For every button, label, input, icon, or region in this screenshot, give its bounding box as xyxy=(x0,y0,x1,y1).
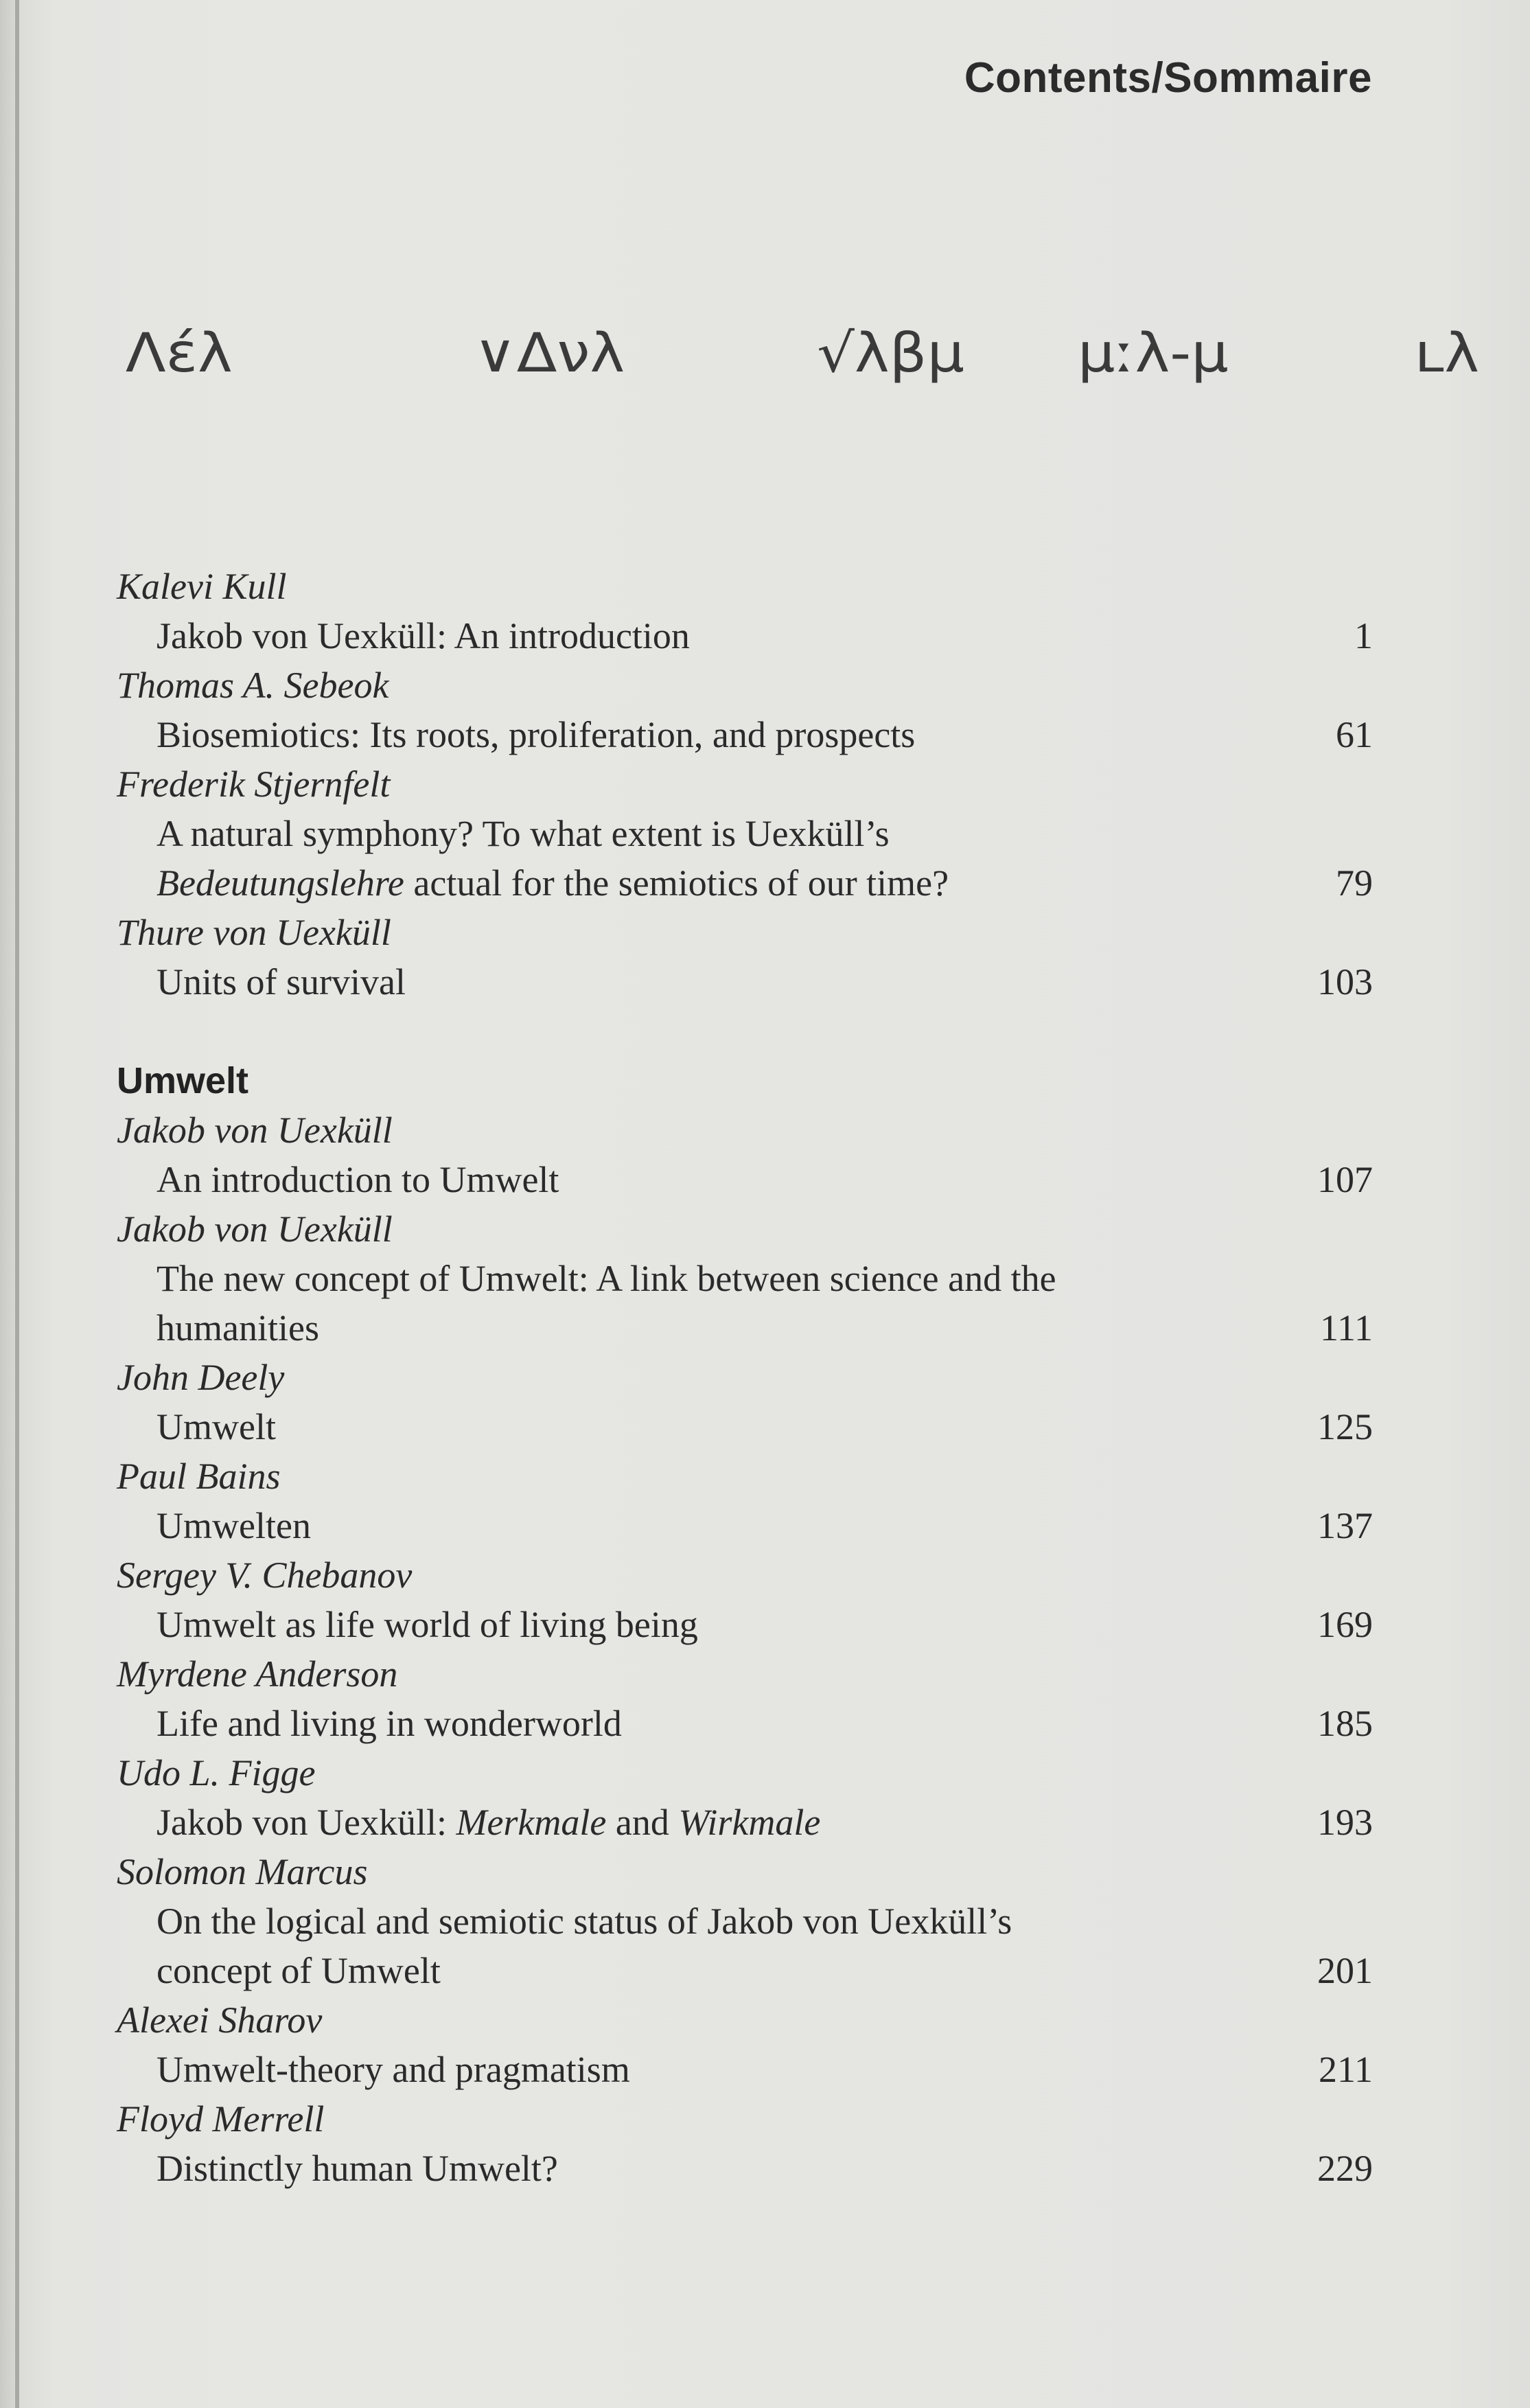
entry-page-number: 229 xyxy=(1317,2148,1373,2189)
handwritten-mark-1: Ʌέλ xyxy=(125,323,233,385)
entry-title: Umwelt as life world of living being xyxy=(157,1604,698,1645)
entry-title-rest: actual for the semiotics of our time? xyxy=(404,862,949,904)
entry-page-number: 185 xyxy=(1317,1703,1373,1744)
entry-title-row xyxy=(117,809,1373,908)
entry-title: Units of survival xyxy=(157,961,406,1002)
entry-author: Sergey V. Chebanov xyxy=(117,1555,413,1596)
entry-author: Udo L. Figge xyxy=(117,1752,316,1793)
entry-title-row xyxy=(117,1501,1373,1550)
entry-title-line-2: concept of Umwelt xyxy=(157,1950,441,1991)
entry-page-number: 1 xyxy=(1354,615,1373,656)
entry-page-number: 79 xyxy=(1336,862,1373,904)
entry-title-row xyxy=(117,2045,1373,2094)
entry-title-row xyxy=(117,1600,1373,1649)
entry-title-line-1: The new concept of Umwelt: A link between science and the xyxy=(157,1258,1056,1299)
toc-entry xyxy=(117,1847,1373,1995)
entry-title-mid: and xyxy=(606,1802,679,1843)
entry-author: Thure von Uexküll xyxy=(117,912,391,953)
entry-title-row xyxy=(117,2144,1373,2193)
entry-author: Floyd Merrell xyxy=(117,2098,325,2140)
entry-author: Kalevi Kull xyxy=(117,566,287,607)
handwritten-mark-3: √λβμ xyxy=(817,323,965,385)
entry-page-number: 125 xyxy=(1317,1406,1373,1447)
toc-entry xyxy=(117,1995,1373,2094)
entry-page-number: 111 xyxy=(1320,1307,1373,1349)
entry-title: Life and living in wonderworld xyxy=(157,1703,622,1744)
toc-entry xyxy=(117,1452,1373,1550)
entry-title: Umwelten xyxy=(157,1505,311,1546)
handwritten-mark-2: ∨Δνλ xyxy=(473,323,625,385)
entry-title xyxy=(157,1798,1194,1847)
entry-title-row xyxy=(117,1402,1373,1452)
entry-author: Myrdene Anderson xyxy=(117,1653,398,1695)
entry-title: An introduction to Umwelt xyxy=(157,1159,559,1200)
entry-page-number: 107 xyxy=(1317,1159,1373,1200)
entry-author: Jakob von Uexküll xyxy=(117,1208,393,1250)
entry-title: Distinctly human Umwelt? xyxy=(157,2148,558,2189)
entry-title: Umwelt-theory and pragmatism xyxy=(157,2049,630,2090)
entry-page-number: 137 xyxy=(1317,1505,1373,1546)
contents-heading: Contents/Sommaire xyxy=(964,54,1372,102)
toc-entry xyxy=(117,1353,1373,1452)
entry-author: Thomas A. Sebeok xyxy=(117,665,389,706)
toc-entry xyxy=(117,1649,1373,1748)
toc-entry xyxy=(117,1105,1373,1204)
entry-title-pre: Jakob von Uexküll: xyxy=(157,1802,456,1843)
entry-author: Paul Bains xyxy=(117,1456,281,1497)
entry-title-italic-1: Merkmale xyxy=(456,1802,607,1843)
entry-title-row xyxy=(117,1699,1373,1748)
entry-title-line-2: humanities xyxy=(157,1307,319,1349)
entry-page-number: 211 xyxy=(1319,2049,1373,2090)
table-of-contents xyxy=(117,562,1373,2193)
entry-title-italic-2: Wirkmale xyxy=(678,1802,821,1843)
toc-entry xyxy=(117,759,1373,908)
entry-title-line-2 xyxy=(157,858,1194,908)
entry-title-row xyxy=(117,611,1373,661)
entry-title-italic: Bedeutungslehre xyxy=(157,862,404,904)
entry-title-row xyxy=(117,1155,1373,1204)
entry-title-row xyxy=(117,1798,1373,1847)
entry-title: Biosemiotics: Its roots, proliferation, and prospects xyxy=(157,714,916,755)
entry-title-row xyxy=(117,710,1373,759)
entry-author: Jakob von Uexküll xyxy=(117,1110,393,1151)
entry-page-number: 201 xyxy=(1317,1950,1373,1991)
entry-title-line-1: On the logical and semiotic status of Jakob von Uexküll’s xyxy=(157,1901,1012,1942)
handwritten-marks xyxy=(0,323,1530,419)
entry-author: Frederik Stjernfelt xyxy=(117,764,391,805)
toc-entry xyxy=(117,1204,1373,1353)
toc-entry xyxy=(117,1748,1373,1847)
entry-title-row xyxy=(117,1896,1373,1995)
entry-page-number: 193 xyxy=(1317,1802,1373,1843)
toc-entry xyxy=(117,562,1373,661)
entry-title: Umwelt xyxy=(157,1406,276,1447)
entry-page-number: 169 xyxy=(1317,1604,1373,1645)
entry-author: Solomon Marcus xyxy=(117,1851,368,1892)
toc-entry xyxy=(117,1550,1373,1649)
entry-author: John Deely xyxy=(117,1357,285,1398)
toc-entry xyxy=(117,2094,1373,2193)
handwritten-mark-4: μːλ-μ xyxy=(1078,323,1229,385)
entry-page-number: 61 xyxy=(1336,714,1373,755)
toc-entry xyxy=(117,661,1373,759)
section-heading: Umwelt xyxy=(117,1060,249,1101)
entry-author: Alexei Sharov xyxy=(117,1999,323,2041)
entry-page-number: 103 xyxy=(1317,961,1373,1002)
entry-title-row xyxy=(117,1254,1373,1353)
entry-title-row xyxy=(117,957,1373,1007)
handwritten-mark-5: ʟλ xyxy=(1414,323,1479,385)
entry-title: Jakob von Uexküll: An introduction xyxy=(157,615,690,656)
toc-entry xyxy=(117,908,1373,1007)
entry-title-line-1: A natural symphony? To what extent is Uexküll’s xyxy=(157,813,890,854)
